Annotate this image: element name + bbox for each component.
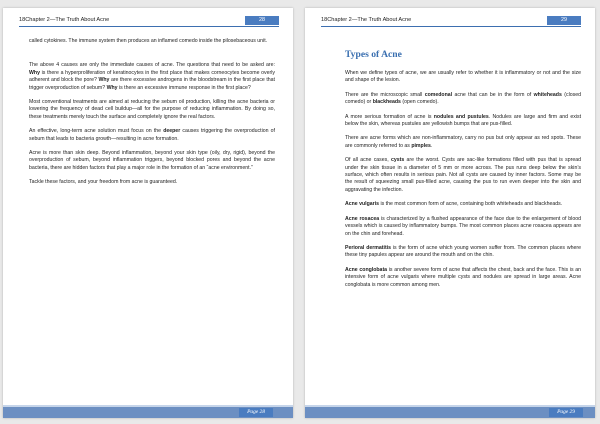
bold-term: Perioral dermatitis <box>345 244 391 251</box>
left-page <box>3 8 293 418</box>
text-run: is there an excessive immune response in the first place? <box>117 84 251 91</box>
right-header-title: 18Chapter 2—The Truth About Acne <box>321 17 412 23</box>
text-run: Of all acne cases, <box>345 157 391 164</box>
bold-term: Why <box>106 84 118 91</box>
text-run: When we define types of acne, we are usually refer to whether it is inflammatory or not and the size and shape of the lesion. <box>345 70 581 84</box>
bold-term: pimples <box>411 142 431 149</box>
bold-term: Acne rosacea <box>345 215 380 222</box>
text-run: (closed comedo) or <box>345 91 581 106</box>
body-paragraph <box>345 267 581 289</box>
text-run: is the most common form of acne, containing both whiteheads and blackheads. <box>379 201 563 208</box>
bold-term: Acne vulgaris <box>345 201 380 208</box>
bold-term: Why <box>29 69 40 76</box>
text-run: Most conventional treatments are aimed at reducing the sebum oil production, killing the acne bacteria or lowering the frequency of dead cell buildup—all for the purpose of reducing inflammation. By doing so, these treatments merely touch the surface and completely ignore the real factors. <box>29 99 275 120</box>
body-paragraph <box>29 179 275 186</box>
right-page-body <box>345 41 581 296</box>
text-run: Acne is more than skin deep. Beyond inflammation, beyond your skin type (oily, dry, rigid), beyond the overproduction of sebum, beyond inflammation triggers, beyond blocked pores and beyond the acne bacteria, there are hidden factors that play a major role in the formation of an “acne environment.” <box>29 150 275 171</box>
left-page-header <box>19 17 279 27</box>
body-paragraph <box>345 114 581 129</box>
text-run: Tackle these factors, and your freedom from acne is guaranteed. <box>29 179 178 186</box>
text-run: There are the microscopic small <box>345 91 425 98</box>
text-run: is characterized by a flushed appearance of the face due to the enlargement of blood vessels which is caused by inflammatory bumps. The most common places acne rosacea appears are on the chin and forehead. <box>345 215 581 237</box>
body-paragraph <box>345 92 581 107</box>
text-run: . Nodules are large and firm and exist below the skin, whereas pustules are yellowish bumps that are pus-filled. <box>345 113 582 128</box>
text-run: is there a hyperproliferation of keratinocytes in the first place that makes corneocytes become overly adherent and block the pore? <box>29 69 275 84</box>
right-page <box>305 8 595 418</box>
body-paragraph <box>345 135 581 150</box>
right-page-footer <box>305 405 595 418</box>
text-run: (open comedo). <box>400 99 439 106</box>
body-paragraph <box>345 201 581 208</box>
body-paragraph <box>345 70 581 85</box>
bold-term: deeper <box>163 128 181 135</box>
body-paragraph <box>29 99 275 121</box>
bold-term: blackheads <box>372 99 401 106</box>
body-paragraph <box>29 150 275 172</box>
body-paragraph <box>29 62 275 92</box>
body-paragraph <box>29 128 275 143</box>
body-paragraph <box>345 216 581 238</box>
text-run: There are acne forms which are non-inflammatory, carry no pus but only appear as red spots. These are commonly referred to as <box>345 135 581 149</box>
text-run: The above 4 causes are only the immediate causes of acne. The questions that need to be asked are: <box>29 62 275 69</box>
bold-term: whiteheads <box>533 91 562 98</box>
bold-term: cysts <box>390 157 405 164</box>
section-heading: Types of Acne <box>345 49 402 60</box>
left-footer-page-number: Page 28 <box>239 408 273 417</box>
text-run: is the form of acne which young women suffer from. The common places where these tiny papules appear are around the mouth and on the chin. <box>345 244 581 259</box>
bold-term: comedonal <box>424 91 453 98</box>
text-run: causes triggering the overproduction of sebum that leads to bacteria growth—resulting in acne formation. <box>29 128 275 142</box>
text-run: called cytokines. The immune system then produces an inflamed comedo inside the pilosebaceous unit. <box>29 38 268 44</box>
text-run: is another severe form of acne that affects the chest, back and the face. This is an intensive form of acne vulgaris where multiple cysts and nodules are spread in large areas. Acne conglobata is more common among men. <box>345 266 582 288</box>
body-paragraph <box>29 38 275 45</box>
right-footer-page-number: Page 29 <box>549 408 583 417</box>
text-run: are the worst. Cysts are sac-like formations filled with pus that is spread under the skin tissue in a diameter of 5 mm or more across. The pus runs deep below the skin’s surface, which often results in serious pain. Not all cysts are caused by inner factors. Some may be the result of squeezing small pus-filled acne, causing the pus to run even deeper into the skin and aggravating the infection. <box>345 157 581 193</box>
text-run: are there excessive androgens in the bloodstream in the first place that trigger overproduction of sebum? <box>29 77 275 91</box>
text-run: An effective, long-term acne solution must focus on the <box>29 128 164 135</box>
text-run: . <box>430 142 433 149</box>
left-header-page-number: 28 <box>245 16 279 25</box>
right-page-header <box>321 17 581 27</box>
text-run: acne that can be in the form of <box>452 91 534 98</box>
bold-term: Why <box>98 77 110 84</box>
right-header-page-number: 29 <box>547 16 581 25</box>
text-run: A more serious formation of acne is <box>345 113 434 120</box>
body-paragraph <box>345 157 581 194</box>
left-page-footer <box>3 405 293 418</box>
left-header-title: 18Chapter 2—The Truth About Acne <box>19 17 110 23</box>
body-paragraph <box>345 245 581 260</box>
bold-term: Acne conglobata <box>345 266 388 273</box>
bold-term: nodules and pustules <box>433 113 489 120</box>
left-page-body <box>29 38 275 194</box>
